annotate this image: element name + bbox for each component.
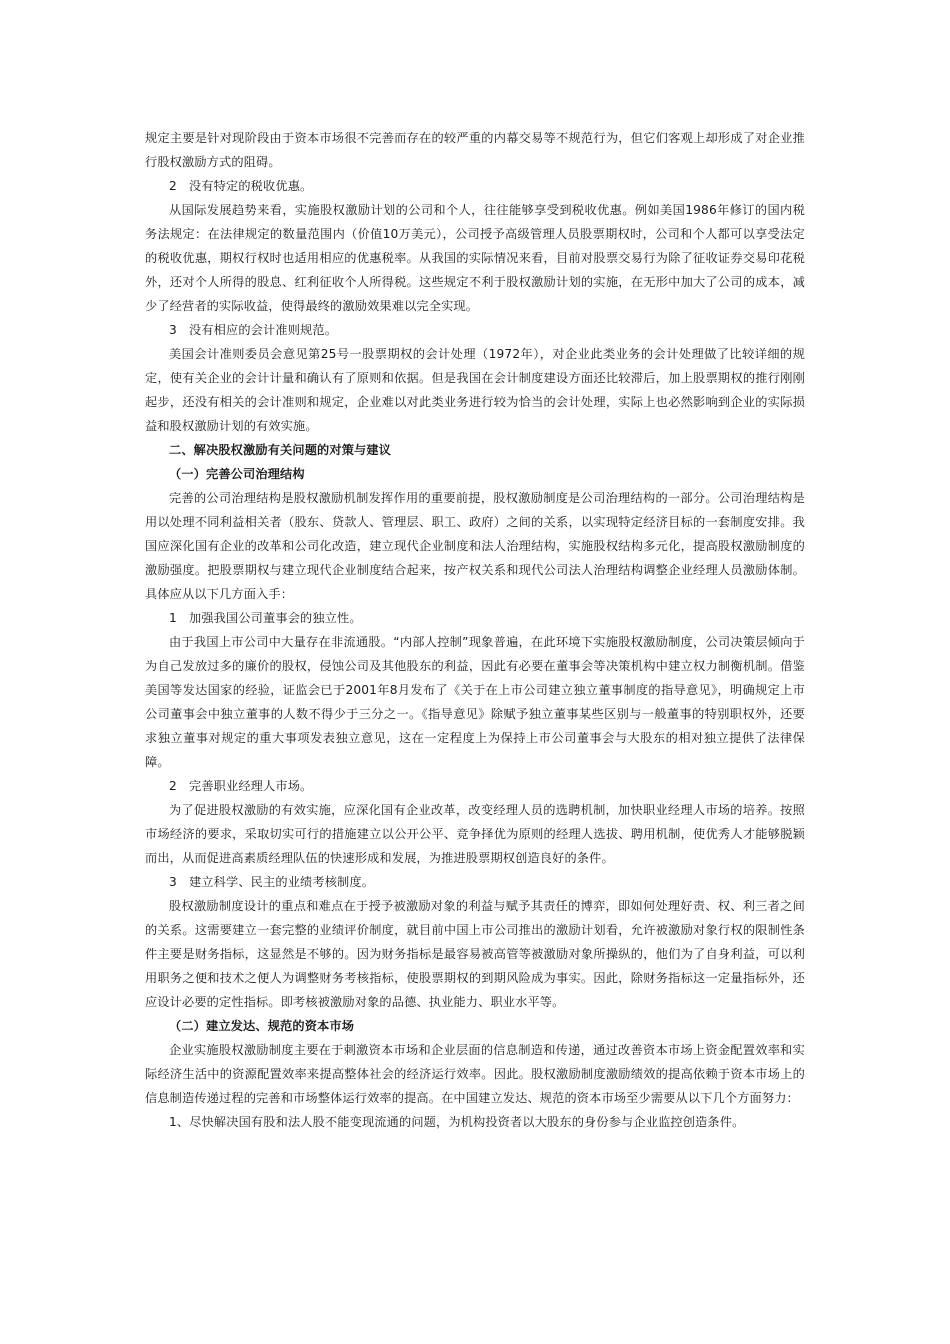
subsection-heading-capital-market: （二）建立发达、规范的资本市场 (169, 1019, 355, 1033)
paragraph-performance: 股权激励制度设计的重点和难点在于授予被激励对象的利益与赋予其责任的博弈，即如何处理好责、权、利三者之间的关系。这需要建立一套完整的业绩评价制度，就目前中国上市公司推出的激励计划看，允许被激励对象行权的限制性条件主要是财务指标，这显然是不够的。因为财务指标是最容易被高管等被激励对象所操纵的，他们为了自身利益，可以利用职务之便和技术之便人为调整财务考核指标，使股票期权的到期风险成为事实。因此，除财务指标这一定量指标外，还应设计必要的定性指标。即考核被激励对象的品德、执业能力、职业水平等。 (145, 899, 805, 1009)
paragraph-board: 由于我国上市公司中大量存在非流通股。“内部人控制”现象普遍，在此环境下实施股权激励制度，公司决策层倾向于为自己发放过多的廉价的股权，侵蚀公司及其他股东的利益，因此有必要在董事会等决策机构中建立权力制衡机制。借鉴美国等发达国家的经验，证监会已于2001年8月发布了《关于在上市公司建立独立董事制度的指导意见》，明确规定上市公司董事会中独立董事的人数不得少于三分之一。《指导意见》除赋予独立董事某些区别与一般董事的特别职权外，还要求独立董事对规定的重大事项发表独立意见，这在一定程度上为保持上市公司董事会与大股东的相对独立提供了法律保障。 (145, 635, 805, 769)
item-text: 建立科学、民主的业绩考核制度。 (189, 875, 375, 889)
paragraph-continuation: 规定主要是针对现阶段由于资本市场很不完善而存在的较严重的内幕交易等不规范行为，但它们客观上却形成了对企业推行股权激励方式的阻碍。 (145, 131, 805, 169)
item-number: 2 (169, 779, 177, 793)
paragraph-accounting: 美国会计准则委员会意见第25号一股票期权的会计处理（1972年），对企业此类业务的会计处理做了比较详细的规定，使有关企业的会计计量和确认有了原则和依据。但是我国在会计制度建设方面还比较滞后，加上股票期权的推行刚刚起步，还没有相关的会计准则和规定，企业难以对此类业务进行较为恰当的会计处理，实际上也必然影响到企业的实际损益和股权激励计划的有效实施。 (145, 347, 805, 433)
item-text: 没有相应的会计准则规范。 (189, 323, 338, 337)
paragraph-manager-market: 为了促进股权激励的有效实施，应深化国有企业改革，改变经理人员的选聘机制，加快职业经理人市场的培养。按照市场经济的要求，采取切实可行的措施建立以公开公平、竞争择优为原则的经理人选拔、聘用机制，使优秀人才能够脱颖而出，从而促进高素质经理队伍的快速形成和发展，为推进股票期权创造良好的条件。 (145, 803, 805, 865)
paragraph-item-1: 1、尽快解决国有股和法人股不能变现流通的问题，为机构投资者以大股东的身份参与企业监控创造条件。 (169, 1115, 745, 1129)
item-number: 3 (169, 323, 177, 337)
numbered-item-no-accounting-standard (145, 318, 805, 342)
item-text: 没有特定的税收优惠。 (189, 179, 313, 193)
numbered-item-performance-review (145, 870, 805, 894)
item-number: 1 (169, 611, 177, 625)
subsection-heading-governance: （一）完善公司治理结构 (169, 467, 305, 481)
item-number: 3 (169, 875, 177, 889)
numbered-item-no-tax-incentive (145, 174, 805, 198)
paragraph-capital-market: 企业实施股权激励制度主要在于刺激资本市场和企业层面的信息制造和传递，通过改善资本市场上资金配置效率和实际经济生活中的资源配置效率来提高整体社会的经济运行效率。因此。股权激励制度激励绩效的提高依赖于资本市场上的信息制造传递过程的完善和市场整体运行效率的提高。在中国建立发达、规范的资本市场至少需要从以下几个方面努力： (145, 1043, 805, 1105)
item-text: 加强我国公司董事会的独立性。 (189, 611, 362, 625)
numbered-item-manager-market (145, 774, 805, 798)
item-text: 完善职业经理人市场。 (189, 779, 313, 793)
numbered-item-board-independence (145, 606, 805, 630)
section-heading: 二、解决股权激励有关问题的对策与建议 (169, 443, 392, 457)
item-number: 2 (169, 179, 177, 193)
paragraph-governance: 完善的公司治理结构是股权激励机制发挥作用的重要前提，股权激励制度是公司治理结构的一部分。公司治理结构是用以处理不同利益相关者（股东、贷款人、管理层、职工、政府）之间的关系，以实现特定经济目标的一套制度安排。我国应深化国有企业的改革和公司化改造，建立现代企业制度和法人治理结构，实施股权结构多元化，提高股权激励制度的激励强度。把股票期权与建立现代企业制度结合起来，按产权关系和现代公司法人治理结构调整企业经理人员激励体制。具体应从以下几方面入手： (145, 491, 805, 601)
paragraph-tax: 从国际发展趋势来看，实施股权激励计划的公司和个人，往往能够享受到税收优惠。例如美国1986年修订的国内税务法规定：在法律规定的数量范围内（价值10万美元），公司授予高级管理人员股票期权时，公司和个人都可以享受法定的税收优惠，期权行权时也适用相应的优惠税率。从我国的实际情况来看，目前对股票交易行为除了征收证券交易印花税外，还对个人所得的股息、红利征收个人所得税。这些规定不利于股权激励计划的实施，在无形中加大了公司的成本，减少了经营者的实际收益，使得最终的激励效果难以完全实现。 (145, 203, 805, 313)
document-body (145, 126, 805, 1134)
